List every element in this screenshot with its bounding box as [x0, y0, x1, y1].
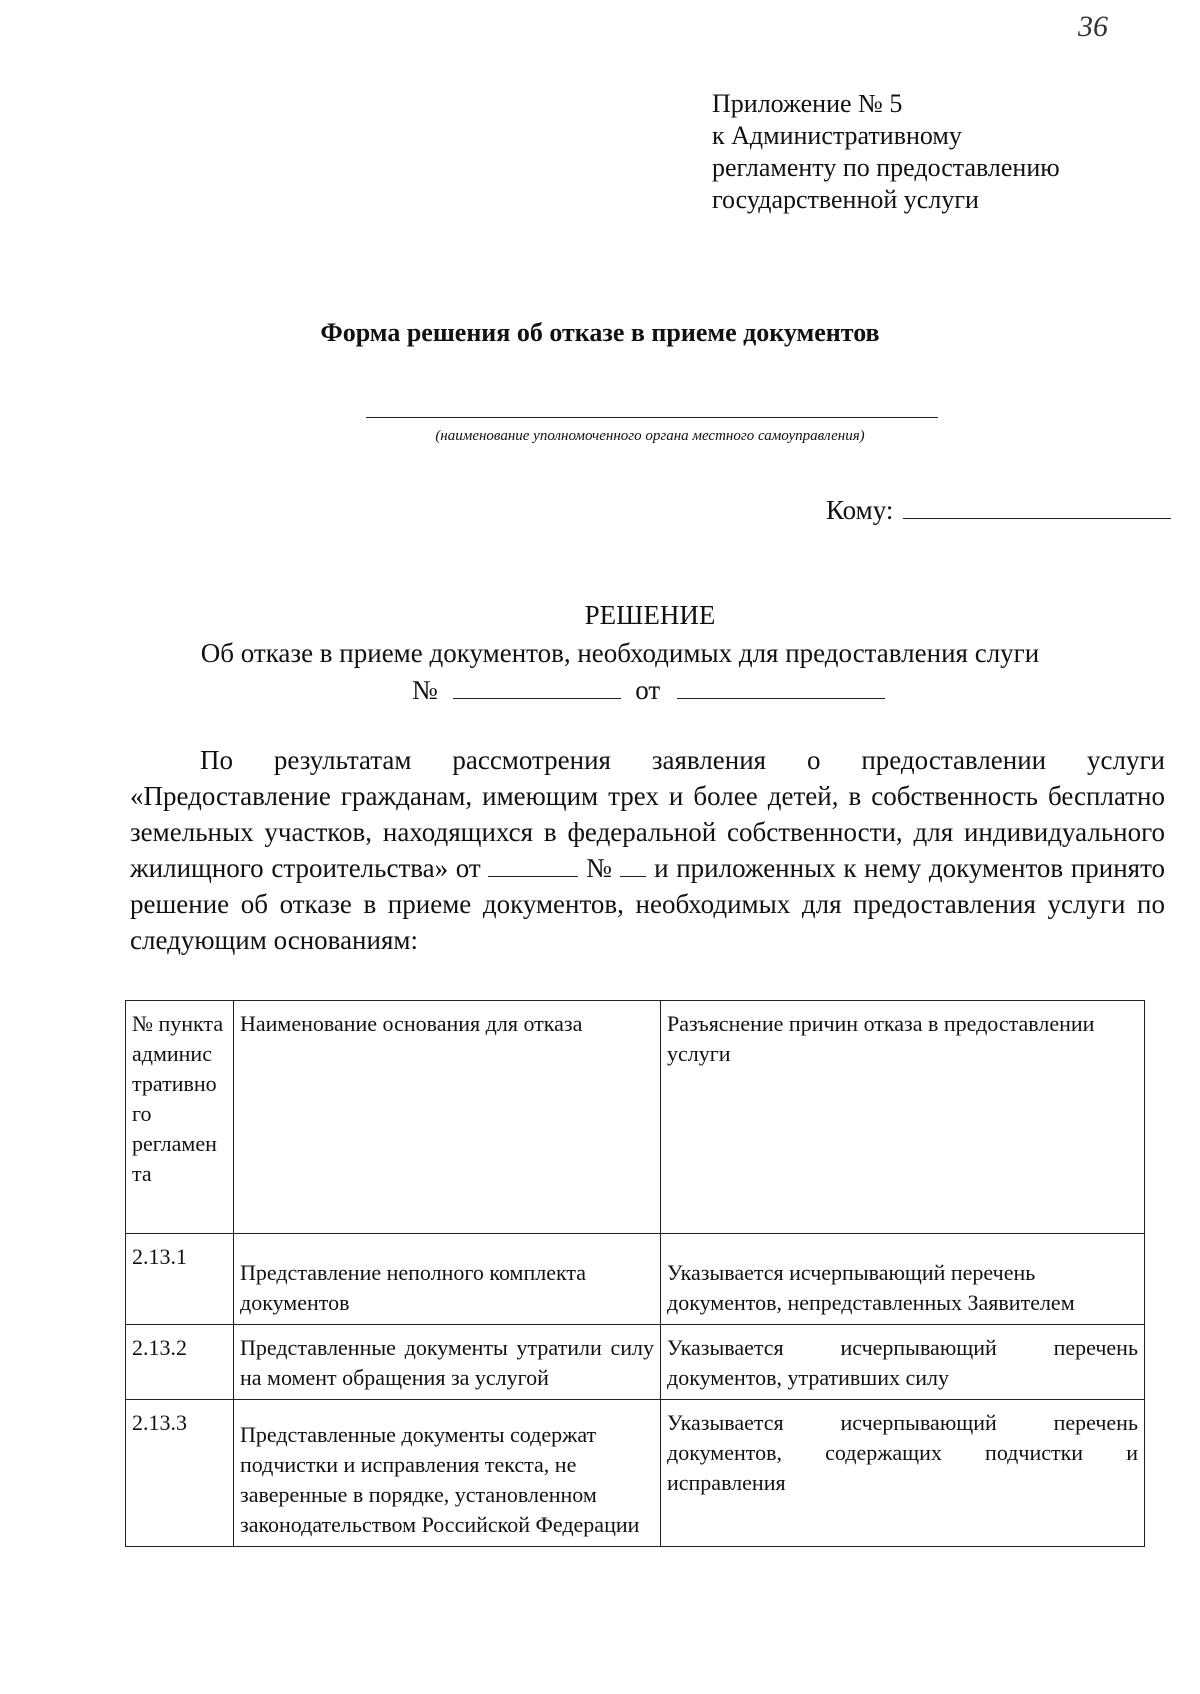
body-text-part2: и приложенных к нему документов принято решение об отказе в приеме документов, необходимых для предоставления услуги по следующим основаниям:	[130, 853, 1166, 955]
cell-ground: Представленные документы содержат подчистки и исправления текста, не заверенные в порядке, установленном законодательством Российской Федерации	[234, 1400, 661, 1547]
appendix-line: государственной услуги	[712, 185, 979, 214]
table-row	[126, 1325, 1145, 1400]
cell-point: 2.13.2	[126, 1325, 234, 1400]
cell-explanation: Указывается исчерпывающий перечень документов, непредставленных Заявителем	[661, 1234, 1145, 1325]
appendix-line: к Административному	[712, 121, 962, 150]
appendix-line: регламенту по предоставлению	[712, 153, 1060, 182]
cell-point: 2.13.3	[126, 1400, 234, 1547]
org-name-blank-line	[366, 417, 938, 418]
recipient-blank	[903, 492, 1171, 519]
table-row	[126, 1400, 1145, 1547]
recipient-label: Кому:	[826, 495, 894, 525]
date-label: от	[635, 675, 661, 705]
decision-subtitle: Об отказе в приеме документов, необходимых для предоставления слуги	[200, 638, 1040, 668]
body-text-part1: По результатам рассмотрения заявления о предоставлении услуги «Предоставление гражданам, имеющим трех и более детей, в собственность бесплатно земельных участков, находящихся в федеральной собственности, для индивидуального жилищного строительства» от	[130, 745, 1165, 883]
cell-point: 2.13.1	[126, 1234, 234, 1325]
cell-explanation: Указывается исчерпывающий перечень документов, содержащих подчистки и исправления	[661, 1400, 1145, 1547]
header-ground-name: Наименование основания для отказа	[234, 1001, 661, 1234]
appendix-header	[712, 88, 1060, 216]
date-blank	[677, 674, 885, 699]
decision-title: РЕШЕНИЕ	[584, 600, 716, 630]
cell-ground: Представленные документы утратили силу на момент обращения за услугой	[234, 1325, 661, 1400]
form-title: Форма решения об отказе в приеме документов	[320, 318, 880, 347]
header-point-number: № пункта админис тративно го регламен та	[126, 1001, 234, 1234]
table-header-row	[126, 1001, 1145, 1234]
application-date-blank	[488, 854, 578, 877]
org-caption: (наименование уполномоченного органа местного самоуправления)	[435, 428, 865, 444]
cell-explanation: Указывается исчерпывающий перечень документов, утративших силу	[661, 1325, 1145, 1400]
body-number-label: №	[586, 853, 613, 883]
refusal-grounds-table	[125, 1000, 1145, 1547]
number-blank	[453, 674, 621, 699]
appendix-line: Приложение № 5	[712, 89, 903, 118]
application-number-blank	[620, 854, 646, 877]
header-explanation: Разъяснение причин отказа в предоставлении услуги	[661, 1001, 1145, 1234]
cell-ground: Представление неполного комплекта документов	[234, 1234, 661, 1325]
body-paragraph	[130, 742, 1165, 958]
number-label: №	[412, 675, 438, 705]
table-row	[126, 1234, 1145, 1325]
decision-number-row	[412, 674, 885, 706]
recipient-row	[826, 492, 1171, 526]
page-number: 36	[1078, 10, 1108, 43]
